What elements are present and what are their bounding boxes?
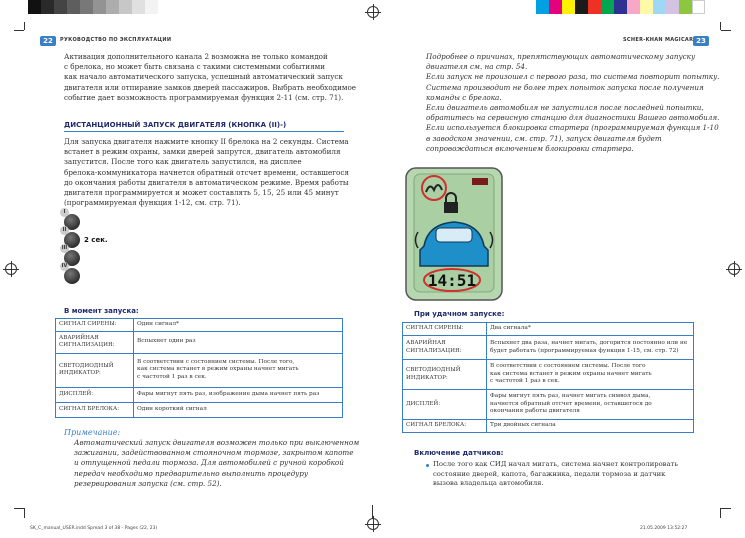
registration-mark: [5, 263, 17, 275]
sensors-paragraph: После того как СИД начал мигать, система начнет контролировать состояние дверей, капота, багажника, педали тормоза и датчик вызова владельца автомобиля.: [433, 460, 679, 487]
crop-mark: [720, 508, 721, 518]
intro-paragraph-right: Подробнее о причинах, препятствующих автоматическому запуску двигателя см. на стр. 54. Если запуск не произошел с первого раза, то система повторит попытку. Система производит не более трех попыток запуска после получения команды с брелока. Если двигатель автомобиля не запустился после последней попытки, обратитесь на сервисную станцию для диагностики Вашего автомобиля. Если используется блокировка стартера (программируемая функция 1-10 в заводском значении, см. стр. 71), запуск двигателя будет сопровождаться включением блокировки стартера.: [426, 52, 720, 153]
badge-iii-icon: III: [61, 245, 68, 251]
color-bar: [536, 0, 705, 14]
registration-mark: [367, 6, 379, 18]
section-title: ДИСТАНЦИОННЫЙ ЗАПУСК ДВИГАТЕЛЯ (КНОПКА (II)-): [64, 121, 287, 129]
crop-mark: [14, 30, 24, 31]
remote-button-row-2: [62, 227, 108, 248]
at-start-title: В момент запуска:: [64, 307, 139, 315]
battery-icon: [472, 178, 488, 185]
table-value: Вспыхнет один раз: [134, 331, 343, 353]
section-paragraph: Для запуска двигателя нажмите кнопку II брелока на 2 секунды. Система встанет в режим охраны, замки дверей запрутся, двигатель автомобиля запустится. После того как двигатель запустился, на дисплее брелока-коммуникатора начнется обратный отсчет времени, оставшегося до окончания работы двигателя в автоматическом режиме. Время работы двигателя программируется и может составлять 5, 15, 25 или 45 минут (программируемая функция 1-12, см. стр. 71).: [64, 137, 349, 208]
gray-scale-bar: [28, 0, 158, 14]
press-duration: 2 сек.: [84, 236, 108, 244]
table-key: ДИСПЛЕЙ:: [403, 390, 487, 420]
table-value: В соответствии с состоянием системы. После того, как система встанет в режим охраны начнет мигать с частотой 1 раз в сек.: [134, 353, 343, 387]
table-value: Два сигнала*: [487, 323, 694, 336]
table-row: [56, 331, 343, 353]
success-title: При удачном запуске:: [414, 310, 505, 318]
running-head-left: РУКОВОДСТВО ПО ЭКСПЛУАТАЦИИ: [60, 37, 172, 43]
table-value: В соответствии с состоянием системы. После того как система встанет в режим охраны начнет мигать с частотой 1 раз в сек.: [487, 360, 694, 390]
table-value: Фары мигнут пять раз, начнет мигать символ дыма, начнется обратный отсчет времени, оставшегося до окончания работы двигателя: [487, 390, 694, 420]
table-key: СИГНАЛ БРЕЛОКА:: [403, 420, 487, 433]
table-row: [56, 319, 343, 332]
table-value: Фары мигнут пять раз, изображение дыма начнет пять раз: [134, 387, 343, 402]
table-key: СИГНАЛ СИРЕНЫ:: [56, 319, 134, 332]
running-head-right: SCHER-KHAN MAGICAR: [623, 37, 694, 43]
table-row: [403, 390, 694, 420]
table-key: СИГНАЛ СИРЕНЫ:: [403, 323, 487, 336]
table-value: Один короткий сигнал: [134, 402, 343, 417]
display-time: 14:51: [427, 271, 477, 290]
table-row: [403, 336, 694, 360]
table-row: [56, 387, 343, 402]
table-row: [403, 323, 694, 336]
table-value: Три двойных сигнала: [487, 420, 694, 433]
note-paragraph: Автоматический запуск двигателя возможен только при выключенном зажигании, задействованном стояночном тормозе, закрытом капоте и отпущенной педали тормоза. Для автомобилей с ручной коробкой передач необходимо предварительно выполнить процедуру резервирования запуска (см. стр. 52).: [74, 438, 360, 488]
bullet-icon: [426, 464, 429, 467]
success-table: [402, 322, 694, 433]
table-key: АВАРИЙНАЯ СИГНАЛИЗАЦИЯ:: [56, 331, 134, 353]
table-value: Один сигнал*: [134, 319, 343, 332]
slug-right: 21.05.2009 13:52:27: [640, 526, 688, 531]
table-row: [403, 360, 694, 390]
registration-mark: [367, 518, 379, 530]
slug-left: SK_C_manual_USER.indd Spread 3 of 38 - Pages (22, 23): [30, 526, 158, 531]
table-row: [56, 402, 343, 417]
registration-mark: [728, 263, 740, 275]
table-key: СВЕТОДИОДНЫЙ ИНДИКАТОР:: [403, 360, 487, 390]
lock-body-icon: [444, 202, 458, 213]
crop-mark: [14, 508, 24, 509]
badge-i-icon: I: [60, 208, 69, 217]
car-window-icon: [436, 228, 472, 242]
table-key: СИГНАЛ БРЕЛОКА:: [56, 402, 134, 417]
badge-iv-icon: IV: [61, 263, 68, 269]
crop-mark: [721, 508, 731, 509]
remote-display-illustration: [404, 166, 504, 302]
page-number-right: 23: [693, 36, 709, 46]
crop-mark: [24, 508, 25, 518]
page-number-left: 22: [40, 36, 56, 46]
remote-button-row-4: [61, 263, 80, 284]
table-value: Вспыхнет два раза, начнет мигать, догорится постоянно или не будет работать (программируемая функция 1-15, см. стр. 72): [487, 336, 694, 360]
section-title-rule: [64, 131, 344, 132]
crop-mark: [24, 22, 25, 30]
sensors-title: Включение датчиков:: [414, 449, 504, 457]
crop-mark: [721, 30, 731, 31]
table-key: АВАРИЙНАЯ СИГНАЛИЗАЦИЯ:: [403, 336, 487, 360]
badge-ii-icon: II: [60, 226, 69, 235]
note-title: Примечание:: [64, 428, 121, 437]
table-key: ДИСПЛЕЙ:: [56, 387, 134, 402]
table-row: [403, 420, 694, 433]
table-row: [56, 353, 343, 387]
crop-mark: [720, 22, 721, 30]
table-key: СВЕТОДИОДНЫЙ ИНДИКАТОР:: [56, 353, 134, 387]
intro-paragraph-left: Активация дополнительного канала 2 возможна не только командой с брелока, но может быть связана с такими системными событиями как начало автоматического запуска, успешный автоматический запуск двигателя или отпирание замков дверей пассажиров. Выбрать необходимое событие дает возможность программируемая функция 2-11 (см. стр. 71).: [64, 52, 357, 102]
at-start-table: [55, 318, 343, 418]
